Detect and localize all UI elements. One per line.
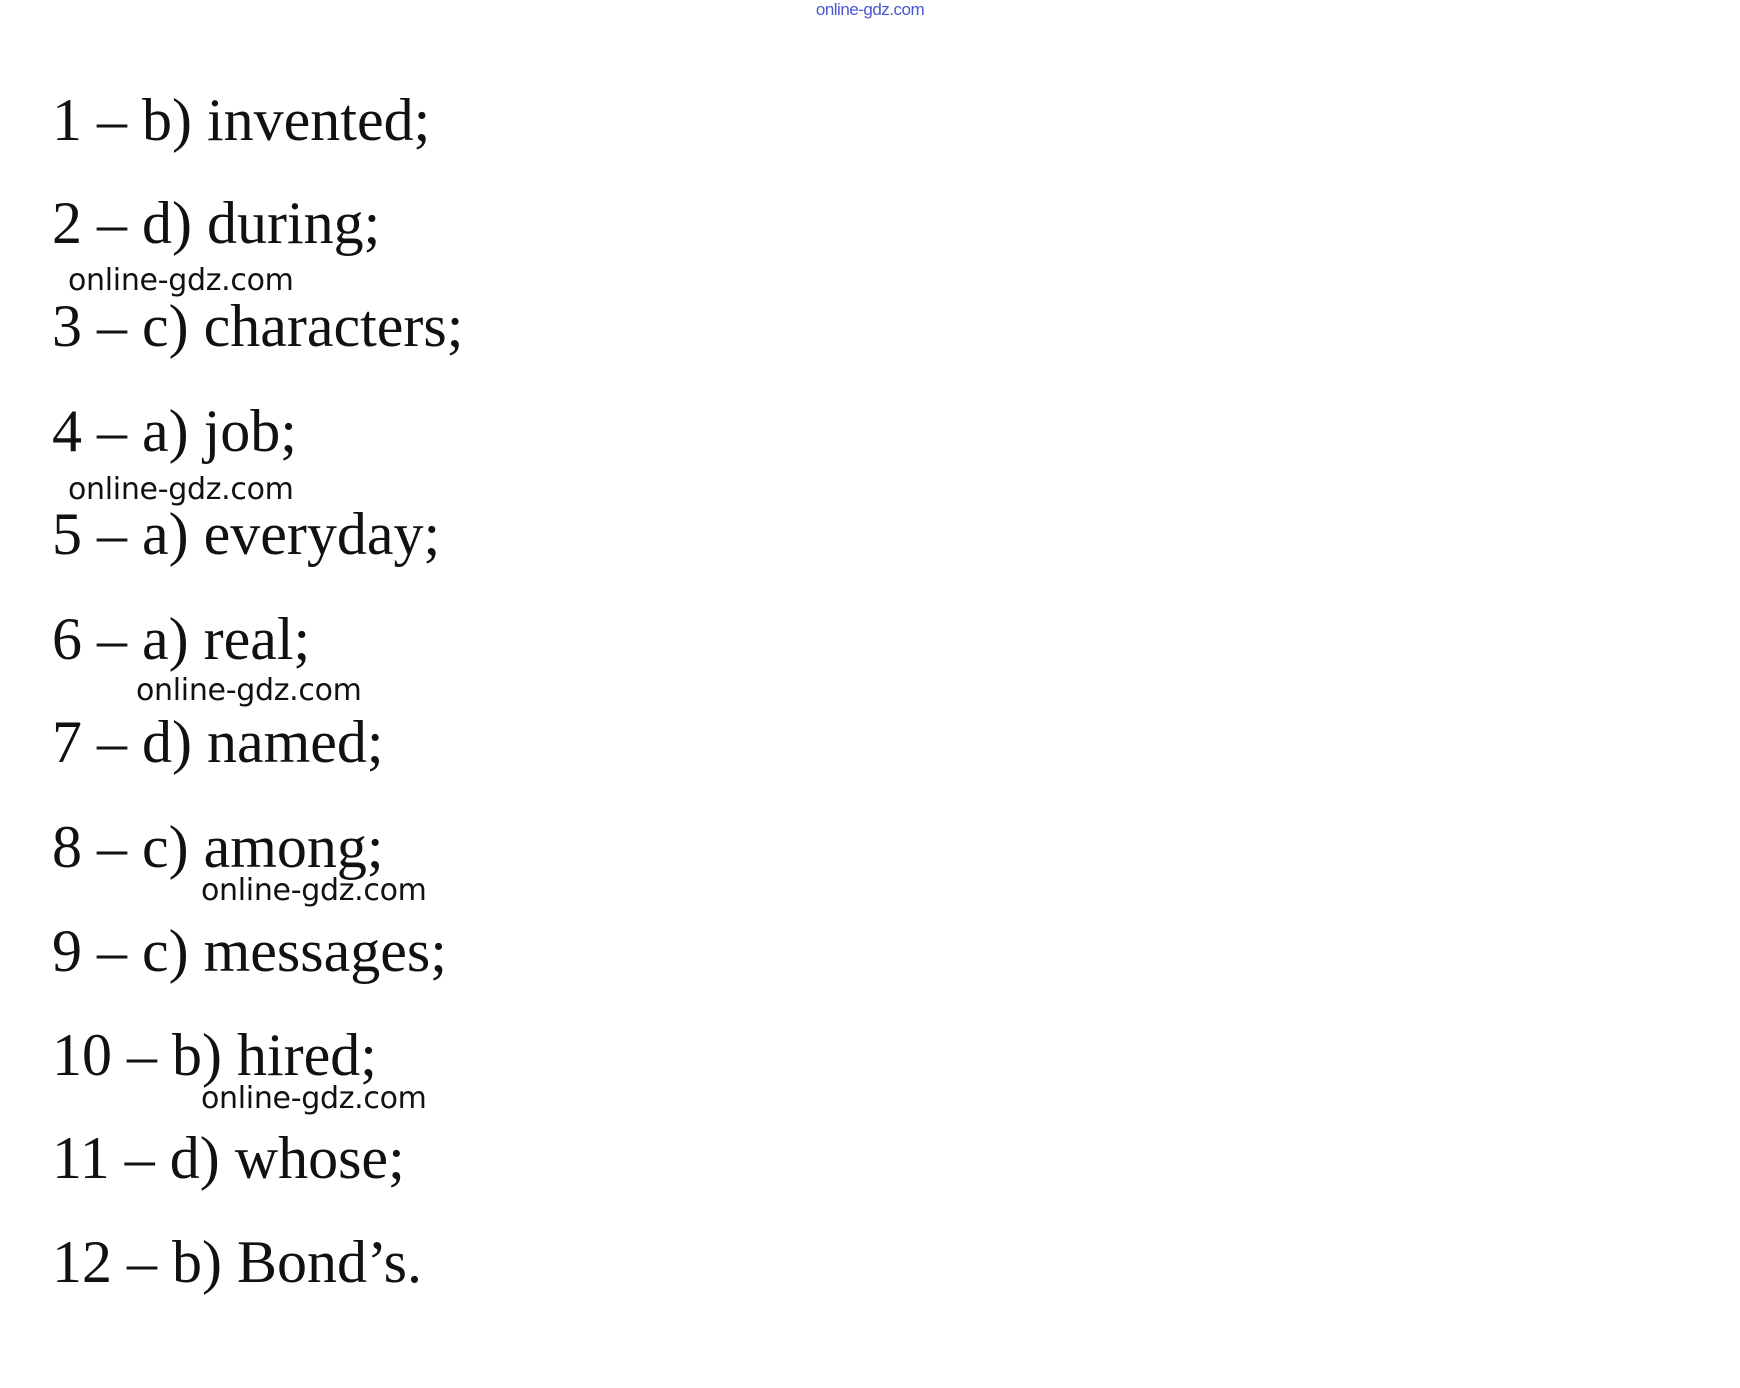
answer-4: 4 – a) job; — [52, 398, 297, 464]
answer-7: 7 – d) named; — [52, 709, 384, 775]
answer-11: 11 – d) whose; — [52, 1125, 405, 1191]
answer-8: 8 – c) among; — [52, 814, 384, 880]
answer-9: 9 – c) messages; — [52, 918, 447, 984]
answer-6: 6 – a) real; — [52, 606, 311, 672]
answer-3: 3 – c) characters; — [52, 293, 464, 359]
top-watermark: online-gdz.com — [815, 0, 925, 19]
answer-5: 5 – a) everyday; — [52, 501, 441, 567]
watermark-3: online-gdz.com — [136, 673, 362, 708]
answer-1: 1 – b) invented; — [52, 87, 431, 153]
watermark-1: online-gdz.com — [68, 263, 294, 298]
watermark-4: online-gdz.com — [201, 873, 427, 908]
watermark-2: online-gdz.com — [68, 472, 294, 507]
answer-2: 2 – d) during; — [52, 190, 381, 256]
watermark-5: online-gdz.com — [201, 1081, 427, 1116]
answer-10: 10 – b) hired; — [52, 1022, 377, 1088]
answer-12: 12 – b) Bond’s. — [52, 1229, 423, 1295]
